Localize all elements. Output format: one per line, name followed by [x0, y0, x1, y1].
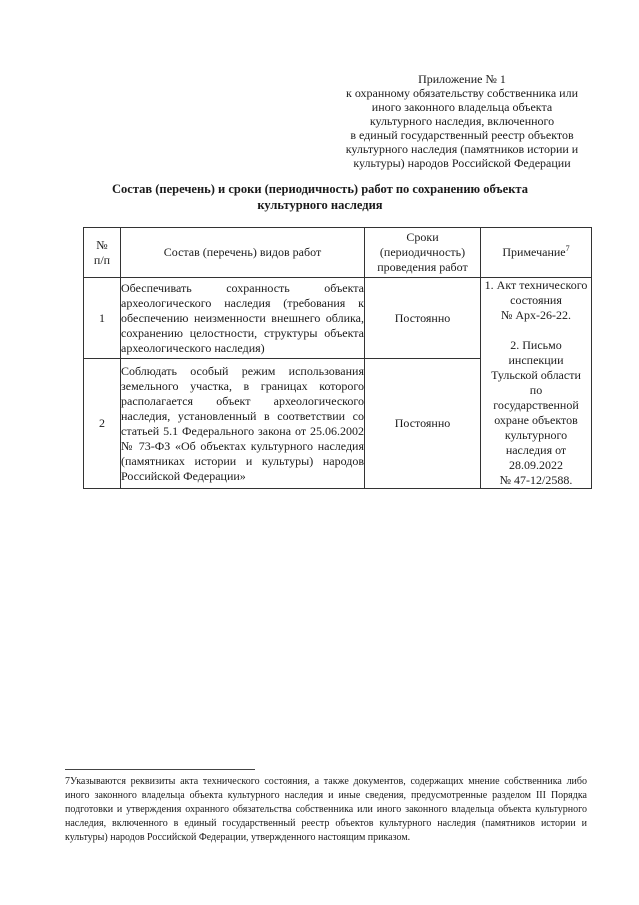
table-header-row	[84, 228, 592, 278]
appendix-line: к охранному обязательству собственника или	[345, 86, 578, 100]
title-line: культурного наследия	[257, 198, 383, 212]
row-works: Обеспечивать сохранность объекта археологического наследия (требования к обеспечению неизменности внешнего облика, сохранению целостности, структуры объекта археологического наследия)	[121, 278, 365, 359]
notes-line: состояния	[510, 293, 562, 307]
document-title	[70, 181, 570, 213]
table-row	[84, 278, 592, 359]
header-works: Состав (перечень) видов работ	[121, 228, 365, 278]
footnote-marker: 7	[565, 244, 570, 253]
row-works: Соблюдать особый режим использования земельного участка, в границах которого располагается объект археологического наследия, установленный в соответствии со статьей 5.1 Федерального закона от 25.06.2002 № 73-ФЗ «Об объектах культурного наследия (памятниках истории и культуры) народов Российской Федерации»	[121, 359, 365, 489]
notes-line: 1. Акт технического	[484, 278, 588, 292]
row-term: Постоянно	[365, 278, 481, 359]
header-number-line: №	[96, 237, 108, 252]
appendix-line: культуры) народов Российской Федерации	[353, 156, 571, 170]
row-number: 1	[84, 278, 121, 359]
appendix-line: культурного наследия, включенного	[369, 114, 555, 128]
notes-part-1	[481, 278, 591, 323]
footnote-divider	[65, 769, 255, 770]
header-terms	[365, 228, 481, 278]
notes-line: государственной	[493, 398, 579, 412]
notes-line: культурного	[504, 428, 568, 442]
notes-line: 2. Письмо	[510, 338, 562, 352]
header-notes	[481, 228, 592, 278]
notes-line: Тульской области	[491, 368, 581, 382]
header-terms-line: Сроки	[406, 230, 439, 244]
notes-line: 28.09.2022	[509, 458, 563, 472]
header-terms-line: (периодичность)	[379, 245, 466, 259]
notes-line: по	[529, 383, 543, 397]
notes-line: № 47-12/2588.	[499, 473, 573, 487]
header-notes-label: Примечание	[502, 245, 566, 259]
works-table	[83, 227, 592, 489]
footnote: 7Указываются реквизиты акта технического состояния, а также документов, содержащих мнение собственника либо иного законного владельца объекта культурного наследия и иные сведения, предусмотренные разделом III Порядка подготовки и утверждения охранного обязательства собственника или иного законного владельца объекта культурного наследия, включенного в единый государственный реестр объектов культурного наследия (памятников истории и культуры) народов Российской Федерации, утвержденного настоящим приказом.	[65, 776, 587, 843]
appendix-header	[330, 72, 594, 170]
appendix-line: культурного наследия (памятников истории и	[345, 142, 579, 156]
title-line: Состав (перечень) и сроки (периодичность) работ по сохранению объекта	[112, 182, 528, 196]
notes-line: наследия от	[505, 443, 567, 457]
row-term: Постоянно	[365, 359, 481, 489]
row-notes	[481, 278, 592, 489]
notes-line: инспекции	[508, 353, 564, 367]
appendix-line: Приложение № 1	[418, 72, 506, 86]
header-number	[84, 228, 121, 278]
appendix-line: в единый государственный реестр объектов	[350, 128, 574, 142]
notes-line: № Арх-26-22.	[500, 308, 572, 322]
header-terms-line: проведения работ	[377, 260, 468, 274]
notes-line: охране объектов	[494, 413, 578, 427]
header-number-line: п/п	[93, 252, 111, 267]
row-number: 2	[84, 359, 121, 489]
appendix-line: иного законного владельца объекта	[371, 100, 553, 114]
notes-part-2	[481, 338, 591, 488]
